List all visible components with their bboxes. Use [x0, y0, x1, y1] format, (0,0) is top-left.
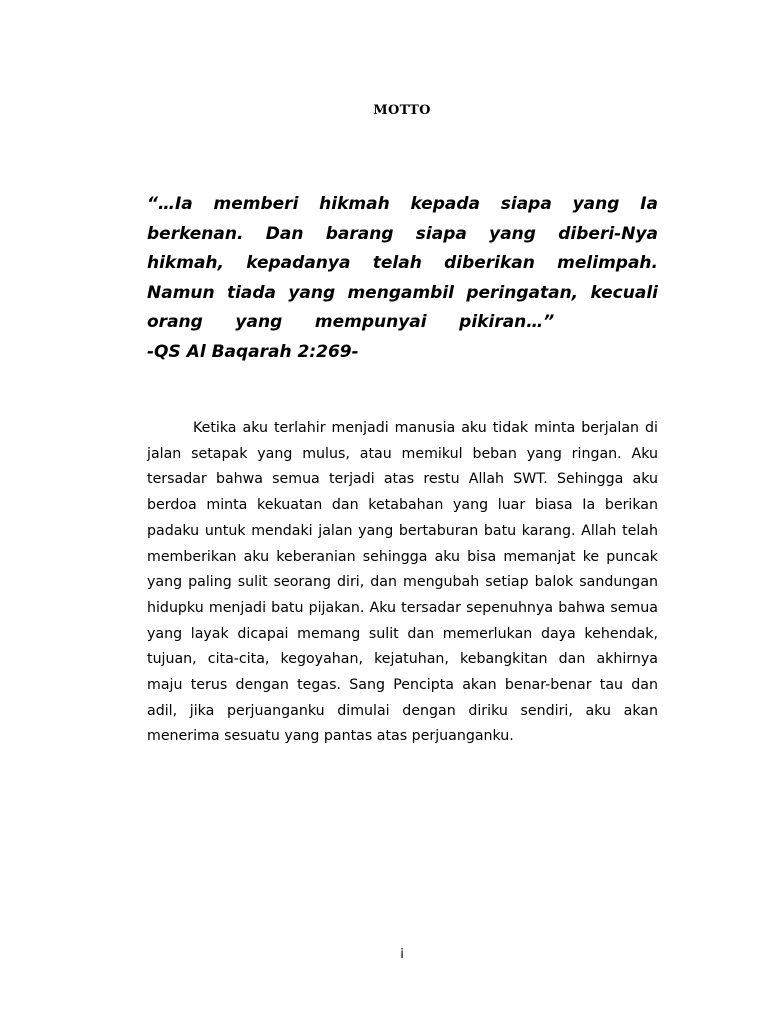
quote-text: “…Ia memberi hikmah kepada siapa yang Ia berkenan. Dan barang siapa yang diberi-Nya hikmah, kepadanya telah diberikan melimpah. Namun tiada yang mengambil peringatan, kecuali orang yang mempunyai pikiran…”	[147, 194, 658, 333]
body-paragraph: Ketika aku terlahir menjadi manusia aku tidak minta berjalan di jalan setapak yang mulus, atau memikul beban yang ringan. Aku tersadar bahwa semua terjadi atas restu Allah SWT. Sehingga aku berdoa minta kekuatan dan ketabahan yang luar biasa Ia berikan padaku untuk mendaki jalan yang bertaburan batu karang. Allah telah memberikan aku keberanian sehingga aku bisa memanjat ke puncak yang paling sulit seorang diri, dan mengubah setiap balok sandungan hidupku menjadi batu pijakan. Aku tersadar sepenuhnya bahwa semua yang layak dicapai memang sulit dan memerlukan daya kehendak, tujuan, cita-cita, kegoyahan, kejatuhan, kebangkitan dan akhirnya maju terus dengan tegas. Sang Pencipta akan benar-benar tau dan adil, jika perjuanganku dimulai dengan diriku sendiri, aku akan menerima sesuatu yang pantas atas perjuanganku.	[147, 420, 658, 745]
page-title: MOTTO	[373, 103, 431, 118]
motto-quote	[147, 190, 658, 368]
page-number: i	[400, 947, 404, 962]
quote-reference: -QS Al Baqarah 2:269-	[147, 341, 359, 362]
